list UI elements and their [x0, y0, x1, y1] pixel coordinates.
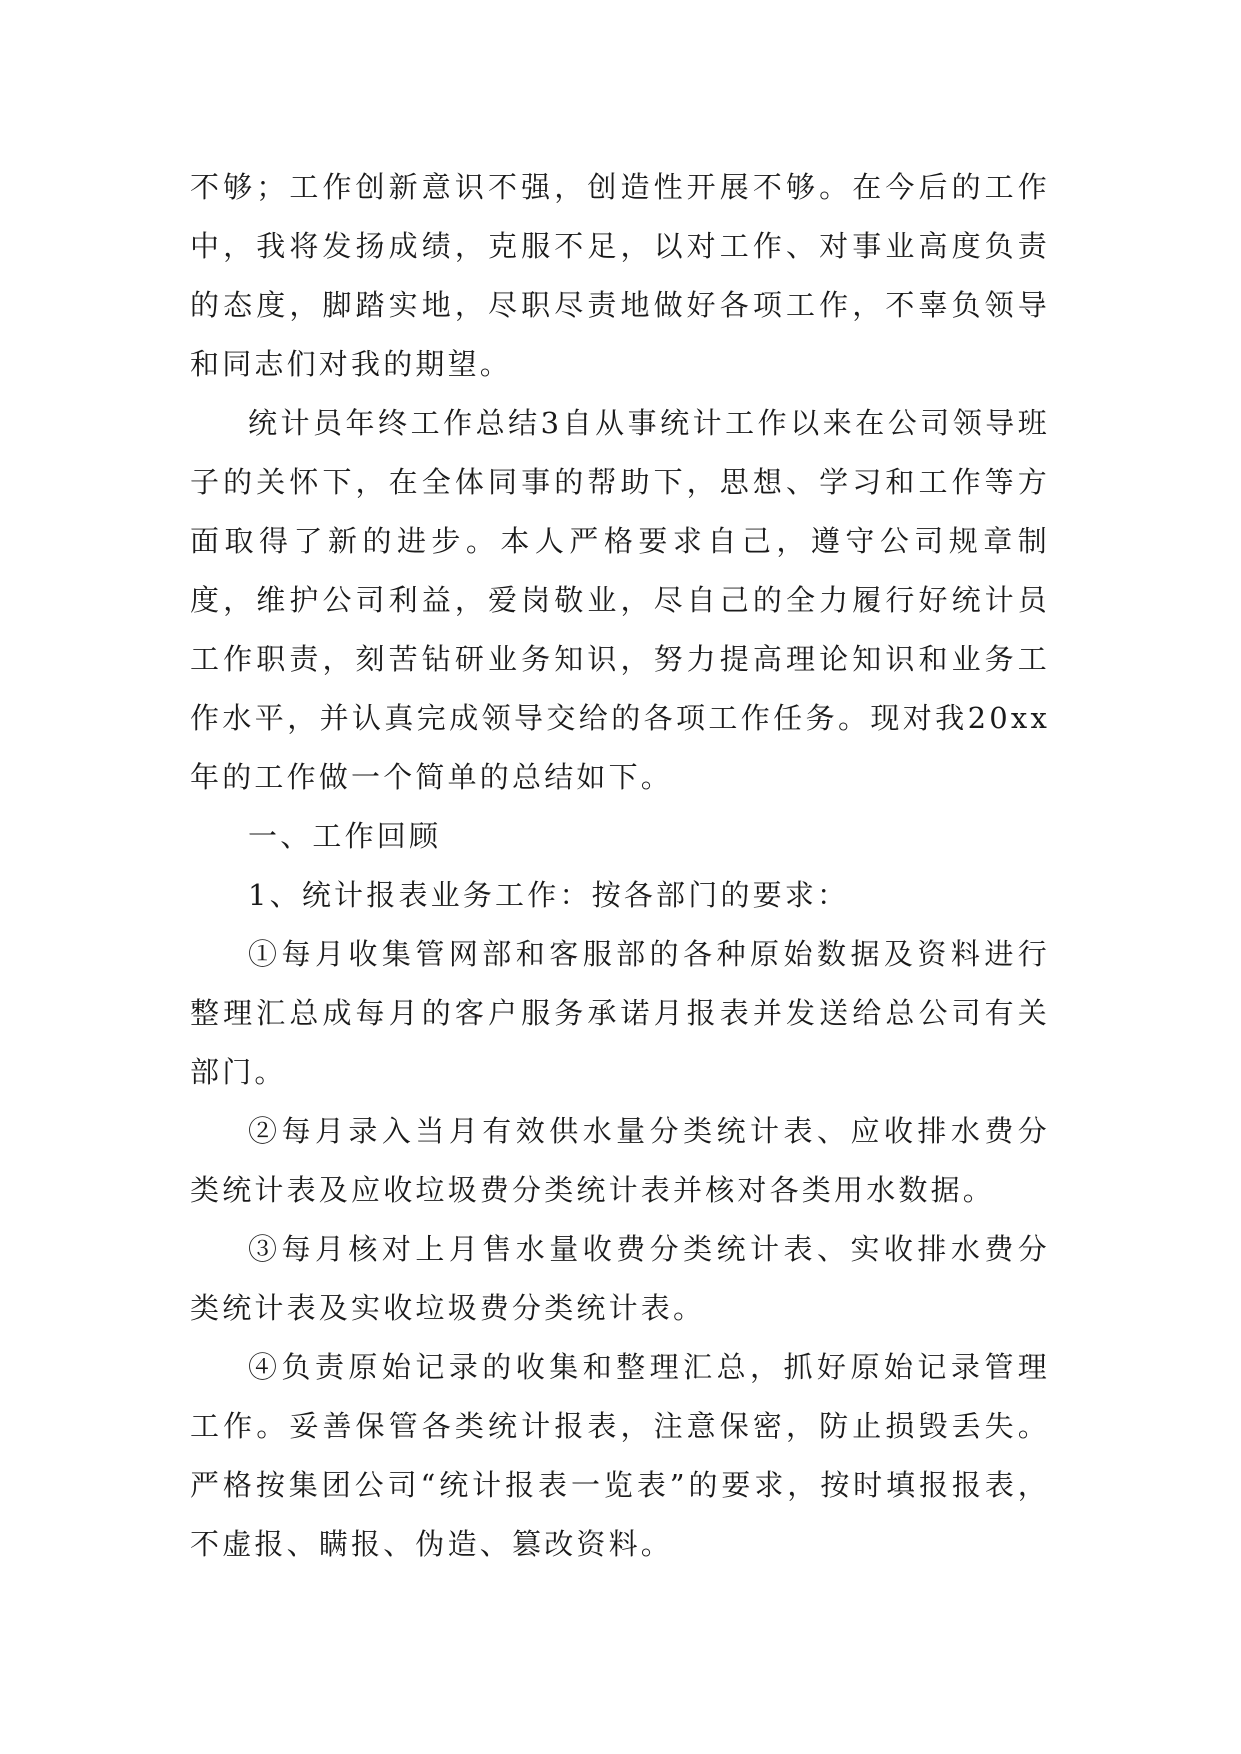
document-body	[190, 158, 1050, 1574]
paragraph-conclusion: 不够；工作创新意识不强，创造性开展不够。在今后的工作中，我将发扬成绩，克服不足，以对工作、对事业高度负责的态度，脚踏实地，尽职尽责地做好各项工作，不辜负领导和同志们对我的期望。	[190, 170, 1050, 381]
list-item-2: ②每月录入当月有效供水量分类统计表、应收排水费分类统计表及应收垃圾费分类统计表并核对各类用水数据。	[190, 1114, 1050, 1207]
list-item-3: ③每月核对上月售水量收费分类统计表、实收排水费分类统计表及实收垃圾费分类统计表。	[190, 1232, 1050, 1325]
list-item-1: ①每月收集管网部和客服部的各种原始数据及资料进行整理汇总成每月的客户服务承诺月报表并发送给总公司有关部门。	[190, 937, 1050, 1089]
paragraph-summary-intro: 统计员年终工作总结3自从事统计工作以来在公司领导班子的关怀下，在全体同事的帮助下，思想、学习和工作等方面取得了新的进步。本人严格要求自己，遵守公司规章制度，维护公司利益，爱岗敬业，尽自己的全力履行好统计员工作职责，刻苦钻研业务知识，努力提高理论知识和业务工作水平，并认真完成领导交给的各项工作任务。现对我20xx年的工作做一个简单的总结如下。	[190, 406, 1050, 794]
list-item-4: ④负责原始记录的收集和整理汇总，抓好原始记录管理工作。妥善保管各类统计报表，注意保密，防止损毁丢失。严格按集团公司“统计报表一览表”的要求，按时填报报表，不虚报、瞒报、伪造、篡改资料。	[190, 1350, 1050, 1561]
section-heading-work-review: 一、工作回顾	[248, 819, 442, 853]
subsection-heading-statistics-reports: 1、统计报表业务工作：按各部门的要求：	[248, 878, 850, 912]
